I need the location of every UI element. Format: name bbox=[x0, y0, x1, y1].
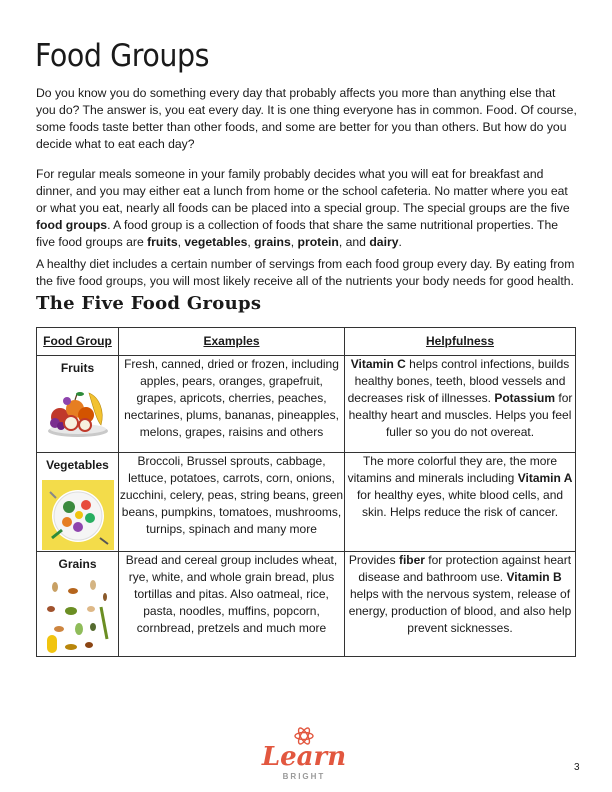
page-number: 3 bbox=[574, 762, 580, 773]
group-cell bbox=[37, 453, 119, 552]
section-title: The Five Food Groups bbox=[36, 293, 262, 314]
helpfulness-cell: The more colorful they are, the more vitamins and minerals including Vitamin A for healthy eyes, white blood cells, and skin. Helps reduce the risk of cancer. bbox=[345, 453, 576, 552]
intro-paragraph: Do you know you do something every day that probably affects you more than anything else that you do? The answer is, you eat every day. It is one thing everyone has in common. Food. Of course, some foods taste better than other foods, and some are better for you than others. But how do you decide what to eat each day? bbox=[36, 86, 577, 151]
healthy-diet-paragraph: A healthy diet includes a certain number of servings from each food group every day. By eating from the five food groups, you will most likely receive all of the nutrients your body needs for good health. bbox=[36, 257, 575, 288]
group-name: Fruits bbox=[60, 361, 95, 375]
group-name: Grains bbox=[58, 557, 97, 571]
table-row bbox=[37, 552, 576, 657]
table-row bbox=[37, 453, 576, 552]
header-helpfulness: Helpfulness bbox=[345, 328, 576, 356]
group-cell bbox=[37, 552, 119, 657]
examples-cell: Bread and cereal group includes wheat, rye, white, and whole grain bread, plus tortillas and pitas. Also oatmeal, rice, pasta, noodles, muffins, popcorn, cornbread, pretzels and much more bbox=[119, 552, 345, 657]
helpfulness-cell: Provides fiber for protection against heart disease and bathroom use. Vitamin B helps with the nervous system, release of energy, production of blood, and also help prevent sicknesses. bbox=[345, 552, 576, 657]
helpfulness-cell: Vitamin C helps control infections, builds healthy bones, teeth, blood vessels and decreases risk of illnesses. Potassium for healthy heart and muscles. Helps you feel fuller so you do not overeat. bbox=[345, 356, 576, 453]
table-header-row bbox=[37, 328, 576, 356]
examples-cell: Broccoli, Brussel sprouts, cabbage, lettuce, potatoes, carrots, corn, onions, zucchini, celery, peas, string beans, green beans, pumpkins, tomatoes, mushrooms, turnips, spinach and many more bbox=[119, 453, 345, 552]
food-groups-paragraph: For regular meals someone in your family probably decides what you will eat for breakfast and dinner, and you may either eat a lunch from home or the school cafeteria. No matter where you eat or what you eat, nearly all foods can be placed into a special group. The special groups are the five food groups. A food group is a collection of foods that share the same nutritional properties. The five food groups are fruits, vegetables, grains, protein, and dairy. bbox=[36, 167, 570, 249]
group-name: Vegetables bbox=[46, 458, 109, 472]
header-food-group: Food Group bbox=[37, 328, 119, 356]
logo-wordmark: Learn bbox=[261, 742, 347, 772]
learn-bright-logo bbox=[256, 727, 352, 783]
food-groups-table bbox=[36, 327, 576, 657]
group-cell bbox=[37, 356, 119, 453]
header-examples: Examples bbox=[119, 328, 345, 356]
page-title: Food Groups bbox=[35, 38, 210, 74]
fruit-bowl-icon bbox=[45, 383, 111, 439]
logo-subtitle: BRIGHT bbox=[282, 772, 326, 781]
grains-icon bbox=[43, 579, 113, 655]
table-row bbox=[37, 356, 576, 453]
vegetable-plate-icon bbox=[42, 480, 114, 550]
examples-cell: Fresh, canned, dried or frozen, including apples, pears, oranges, grapefruit, grapes, apricots, cherries, peaches, nectarines, plums, bananas, pineapples, melons, grapes, raisins and others bbox=[119, 356, 345, 453]
